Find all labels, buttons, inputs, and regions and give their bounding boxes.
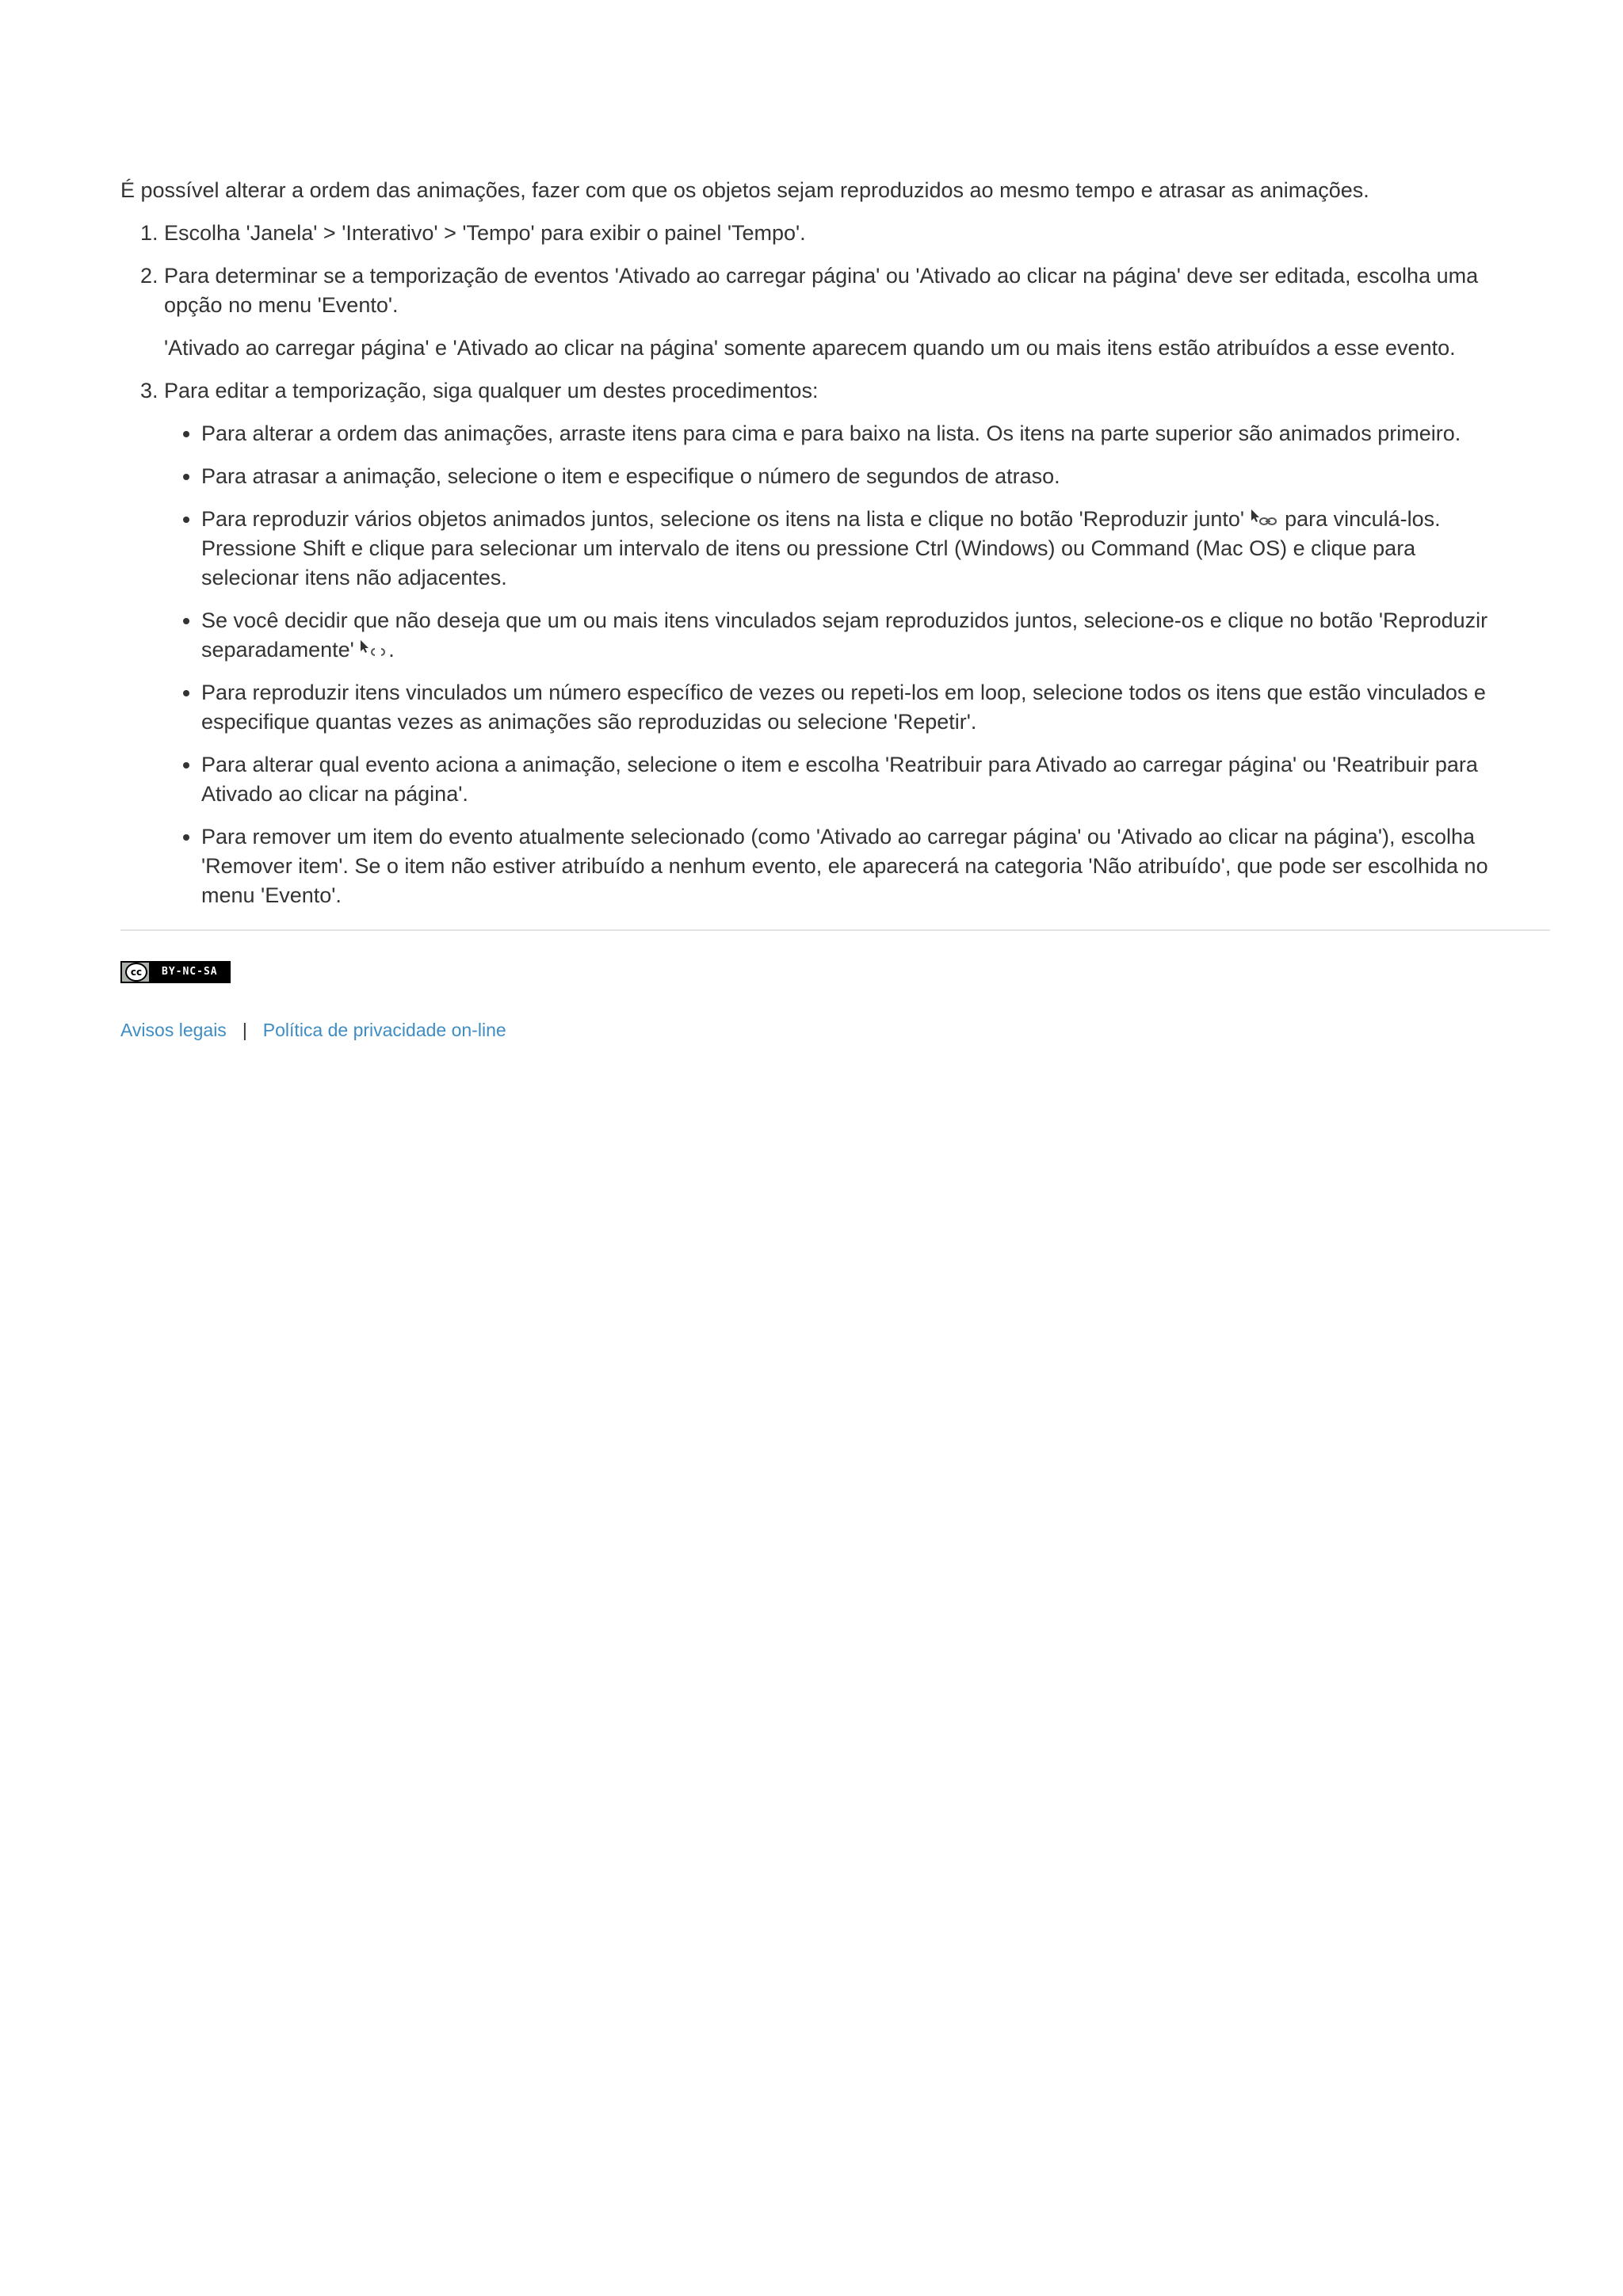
document-page — [120, 176, 1550, 1042]
privacy-policy-link[interactable]: Política de privacidade on-line — [262, 1020, 506, 1040]
footer-separator: | — [242, 1020, 247, 1040]
bullet-reassign: • Para alterar qual evento aciona a animação, selecione o item e escolha 'Reatribuir para Ativado ao carregar página' ou 'Reatribuir para Ativado ao clicar na página'. — [201, 750, 1511, 809]
legal-notices-link[interactable]: Avisos legais — [120, 1020, 227, 1040]
step-2 — [164, 261, 1511, 363]
cc-license-badge[interactable] — [120, 961, 231, 983]
play-together-icon — [1251, 509, 1279, 528]
footer-divider — [120, 929, 1550, 931]
cc-logo-icon: cc — [125, 963, 147, 982]
play-separately-icon — [360, 639, 388, 658]
step-3-text: 3. Para editar a temporização, siga qualquer um destes procedimentos: — [164, 379, 819, 402]
step-3 — [164, 376, 1511, 910]
bullet-play-together-after: para vinculá-los. Pressione Shift e clique para selecionar um intervalo de itens ou pressione Ctrl (Windows) ou Command (Mac OS) e clique para selecionar itens não adjacentes. — [201, 507, 1441, 589]
steps-list — [120, 219, 1511, 910]
bullet-reorder: • Para alterar a ordem das animações, arraste itens para cima e para baixo na lista. Os itens na parte superior são animados primeiro. — [201, 419, 1511, 448]
bullet-play-separately-after: . — [388, 638, 395, 662]
footer-links — [120, 1018, 1550, 1042]
bullet-play-separately-before: Se você decidir que não deseja que um ou mais itens vinculados sejam reproduzidos juntos, selecione-os e clique no botão 'Reproduzir separadamente' — [201, 608, 1488, 662]
bullet-repeat: • Para reproduzir itens vinculados um número específico de vezes ou repeti-los em loop, selecione todos os itens que estão vinculados e especifique quantas vezes as animações são reproduzidas ou selecione 'Repetir'. — [201, 678, 1511, 737]
bullet-delay: • Para atrasar a animação, selecione o item e especifique o número de segundos de atraso. — [201, 462, 1511, 491]
intro-paragraph: É possível alterar a ordem das animações, fazer com que os objetos sejam reproduzidos ao mesmo tempo e atrasar as animações. — [120, 178, 1369, 202]
step-2-note: 'Ativado ao carregar página' e 'Ativado ao clicar na página' somente aparecem quando um ou mais itens estão atribuídos a esse evento. — [164, 336, 1456, 360]
bullet-remove-item: • Para remover um item do evento atualmente selecionado (como 'Ativado ao carregar página' ou 'Ativado ao clicar na página'), escolha 'Remover item'. Se o item não estiver atribuído a nenhum evento, ele aparecerá na categoria 'Não atribuído', que pode ser escolhida no menu 'Evento'. — [201, 822, 1511, 910]
step-2-text: 2. Para determinar se a temporização de eventos 'Ativado ao carregar página' ou 'Ativado ao clicar na página' deve ser editada, escolha uma opção no menu 'Evento'. — [164, 264, 1479, 317]
step-1-text: 1. Escolha 'Janela' > 'Interativo' > 'Tempo' para exibir o painel 'Tempo'. — [164, 221, 806, 245]
bullet-play-separately — [201, 606, 1511, 665]
step-3-bullets — [164, 419, 1511, 910]
bullet-play-together-before: Para reproduzir vários objetos animados juntos, selecione os itens na lista e clique no botão 'Reproduzir junto' — [201, 507, 1251, 531]
step-1 — [164, 219, 1511, 248]
cc-license-label: BY-NC-SA — [149, 963, 229, 982]
bullet-play-together — [201, 505, 1511, 593]
